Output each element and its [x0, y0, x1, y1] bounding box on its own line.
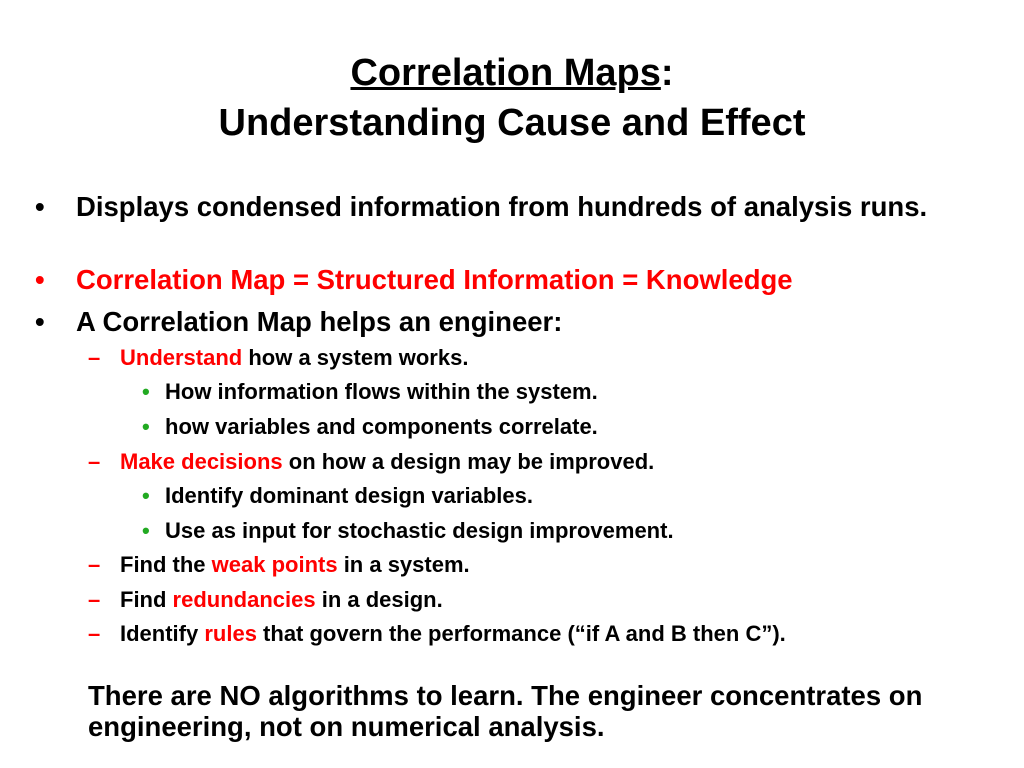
plain-text: that govern the performance (“if A and B then C”). — [256, 621, 786, 646]
green-bullet-icon: • — [142, 379, 150, 404]
title-line-2: Understanding Cause and Effect — [218, 102, 806, 144]
plain-text: on how a design may be improved. — [282, 449, 655, 474]
sub-item-text — [120, 552, 470, 578]
title-main: Correlation Maps — [350, 52, 661, 94]
plain-text: Find — [120, 587, 173, 612]
sub-item-text — [120, 621, 786, 647]
highlight-text: rules — [204, 621, 257, 646]
closing-statement: There are NO algorithms to learn. The engineer concentrates on engineering, not on numerical analysis. — [88, 680, 923, 742]
bullet-text: Correlation Map = Structured Information = Knowledge — [76, 264, 793, 295]
slide-title — [0, 48, 1024, 148]
sub-item-text — [120, 587, 443, 613]
plain-text: Find the — [120, 552, 212, 577]
green-bullet-icon: • — [142, 518, 150, 543]
dash-icon: – — [88, 345, 101, 370]
point-text: Identify dominant design variables. — [165, 483, 533, 508]
title-colon: : — [660, 52, 674, 94]
highlight-text: Understand — [120, 345, 243, 370]
plain-text: in a design. — [315, 587, 443, 612]
dash-icon: – — [88, 449, 101, 474]
sub-item-text — [120, 449, 654, 475]
bullet-text: Displays condensed information from hundreds of analysis runs. — [76, 191, 928, 222]
plain-text: Identify — [120, 621, 205, 646]
highlight-text: redundancies — [172, 587, 316, 612]
dash-icon: – — [88, 587, 101, 612]
green-bullet-icon: • — [142, 414, 150, 439]
green-bullet-icon: • — [142, 483, 150, 508]
title-line-1 — [0, 48, 1024, 98]
bullet-text: A Correlation Map helps an engineer: — [76, 306, 563, 337]
sub-item-text — [120, 345, 468, 371]
bullet-icon: • — [35, 191, 45, 222]
highlight-text: weak points — [211, 552, 338, 577]
dash-icon: – — [88, 552, 101, 577]
dash-icon: – — [88, 621, 101, 646]
bullet-icon: • — [35, 264, 45, 295]
plain-text: in a system. — [337, 552, 470, 577]
point-text: How information flows within the system. — [165, 379, 598, 404]
point-text: how variables and components correlate. — [165, 414, 598, 439]
bullet-icon: • — [35, 306, 45, 337]
highlight-text: Make decisions — [120, 449, 283, 474]
plain-text: how a system works. — [242, 345, 469, 370]
point-text: Use as input for stochastic design improvement. — [165, 518, 674, 543]
